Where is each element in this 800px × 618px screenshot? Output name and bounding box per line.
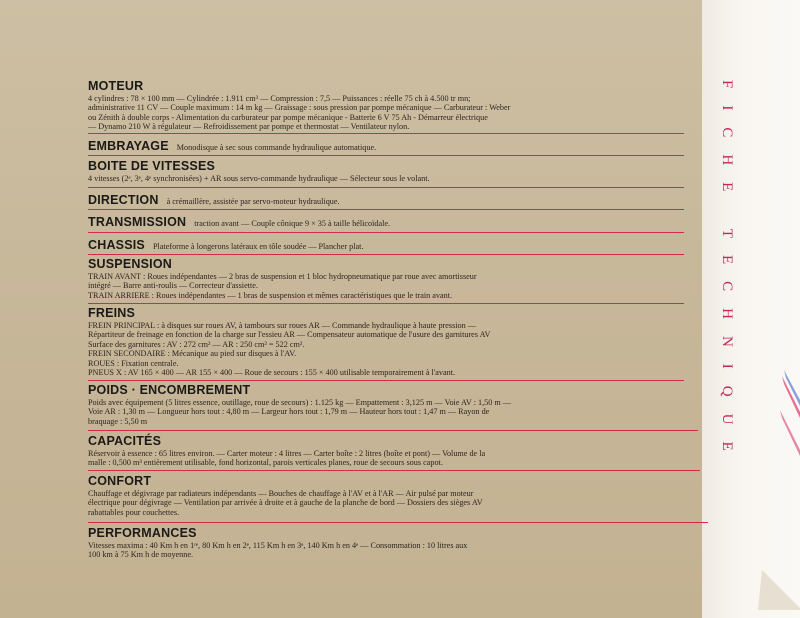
text-line: 4 cylindres : 78 × 100 mm — Cylindrée : 1.911 cm³ — Compression : 7,5 — Puissances : réelle 75 ch à 4.500 tr mn; — [88, 94, 471, 103]
red-rule — [88, 232, 684, 233]
section-heading: TRANSMISSION — [88, 215, 187, 229]
section-heading: BOITE DE VITESSES — [88, 159, 216, 173]
red-rule — [88, 522, 708, 523]
red-rule — [88, 155, 684, 156]
section-text — [88, 94, 708, 132]
text-line: malle : 0,500 m³ entièrement utilisable, fond horizontal, parois verticales planes, roue de secours sous capot. — [88, 458, 443, 468]
text-line: PNEUS X : AV 165 × 400 — AR 155 × 400 — Roue de secours : 155 × 400 utilisable temporairement à l'avant. — [88, 368, 456, 378]
text-line: TRAIN ARRIERE : Roues indépendantes — 1 bras de suspension et mêmes caractéristiques que le train avant. — [88, 290, 453, 300]
section-text: à crémaillère, assistée par servo-moteur hydraulique. — [166, 197, 340, 206]
section-text: traction avant — Couple cônique 9 × 35 à taille hélicoïdale. — [194, 219, 391, 228]
text-line: Poids avec équipement (5 litres essence, outillage, roue de secours) : 1.125 kg — Empattement : 3,125 m — Voie AV : 1,50 m — — [88, 398, 512, 407]
text-line: Chauffage et dégivrage par radiateurs indépendants — Bouches de chauffage à l'AV et à l'AR — Air pulsé par moteur — [88, 489, 474, 498]
section-embrayage — [88, 137, 708, 155]
text-line: — Dynamo 210 W à régulateur — Refroidissement par pompe et thermostat — Ventilateur nylon. — [88, 122, 410, 132]
section-text — [88, 321, 708, 377]
text-line: FREIN PRINCIPAL : à disques sur roues AV, à tambours sur roues AR — Commande hydraulique à haute pression — — [88, 321, 476, 330]
text-line: 4 vitesses (2ᵉ, 3ᵉ, 4ᵉ synchronisées) + AR sous servo-commande hydraulique — Sélecteur sous le volant. — [88, 174, 430, 183]
section-moteur — [88, 79, 708, 132]
section-heading: CHASSIS — [88, 238, 145, 252]
section-direction — [88, 191, 708, 209]
red-rule — [88, 430, 698, 431]
text-line: ROUES : Fixation centrale. — [88, 358, 179, 368]
section-text — [88, 489, 708, 517]
section-chassis — [88, 236, 708, 254]
section-text — [88, 541, 708, 560]
color-streaks — [702, 340, 800, 610]
text-line: FREIN SECONDAIRE : Mécanique au pied sur disques à l'AV. — [88, 349, 297, 359]
section-text: Plateforme à longerons latéraux en tôle soudée — Plancher plat. — [152, 242, 364, 251]
section-text: Monodisque à sec sous commande hydraulique automatique. — [176, 143, 377, 152]
section-heading: DIRECTION — [88, 193, 159, 207]
red-rule — [88, 209, 684, 210]
text-line: Vitesses maxima : 40 Km h en 1ʳᵉ, 80 Km h en 2ᵉ, 115 Km h en 3ᵉ, 140 Km h en 4ᵉ — Consommation : 10 litres aux — [88, 541, 468, 550]
section-heading: FREINS — [88, 306, 136, 320]
section-confort — [88, 474, 708, 517]
text-line: électrique pour dégivrage — Ventilation par arrivée à droite et à gauche de la planche de bord — Dossiers des sièges AV — [88, 498, 483, 508]
text-line: 100 km à 75 Km h de moyenne. — [88, 550, 194, 560]
section-boite-de-vitesses — [88, 159, 708, 183]
section-performances — [88, 526, 708, 560]
text-line: Réservoir à essence : 65 litres environ. — Carter moteur : 4 litres — Carter boîte : 2 litres (boîte et pont) — Volume de la — [88, 449, 486, 458]
section-text — [88, 174, 708, 183]
text-line: administrative 11 CV — Couple maximum : 14 m kg — Graissage : sous pression par pompe mécanique — Carburateur : Weber — [88, 103, 511, 113]
pink-streak — [780, 410, 800, 456]
text-line: intégré — Barre anti-roulis — Correcteur d'assiette. — [88, 281, 258, 291]
text-line: rabattables pour couchettes. — [88, 507, 180, 517]
red-rule — [88, 133, 684, 134]
section-poids-encombrement — [88, 383, 708, 426]
section-text — [88, 272, 708, 300]
red-rule — [88, 303, 684, 304]
text-line: Voie AR : 1,30 m — Longueur hors tout : 4,80 m — Largeur hors tout : 1,79 m — Hauteur hors tout : 1,47 m — Rayon de — [88, 407, 490, 417]
vertical-title: FICHE TECHNIQUE — [719, 80, 735, 468]
section-heading: CAPACITÉS — [88, 434, 162, 448]
text-line: ou Zénith à double corps - Alimentation du carburateur par pompe mécanique - Batterie 6 V 75 Ah - Démarreur électrique — [88, 112, 488, 122]
red-rule — [88, 187, 684, 188]
section-heading: CONFORT — [88, 474, 152, 488]
text-line: Surface des garnitures : AV : 272 cm² — AR : 250 cm² = 522 cm². — [88, 339, 305, 349]
section-suspension — [88, 257, 708, 300]
section-heading: EMBRAYAGE — [88, 139, 169, 153]
red-rule — [88, 470, 700, 471]
section-freins — [88, 306, 708, 377]
section-capacites — [88, 434, 708, 468]
section-heading: PERFORMANCES — [88, 526, 197, 540]
section-heading: POIDS · ENCOMBREMENT — [88, 383, 251, 397]
paper-fold — [758, 570, 800, 610]
section-transmission — [88, 213, 708, 231]
section-text — [88, 449, 708, 468]
text-line: braquage : 5,50 m — [88, 416, 148, 426]
section-heading: SUSPENSION — [88, 257, 172, 271]
text-line: TRAIN AVANT : Roues indépendantes — 2 bras de suspension et 1 bloc hydropneumatique par roue avec amortisseur — [88, 272, 477, 281]
section-heading: MOTEUR — [88, 79, 144, 93]
red-rule — [88, 380, 684, 381]
text-line: Répartiteur de freinage en fonction de la charge sur l'essieu AR — Compensateur automatique de l'usure des garnitures AV — [88, 330, 491, 340]
section-text — [88, 398, 708, 426]
red-rule — [88, 254, 684, 255]
